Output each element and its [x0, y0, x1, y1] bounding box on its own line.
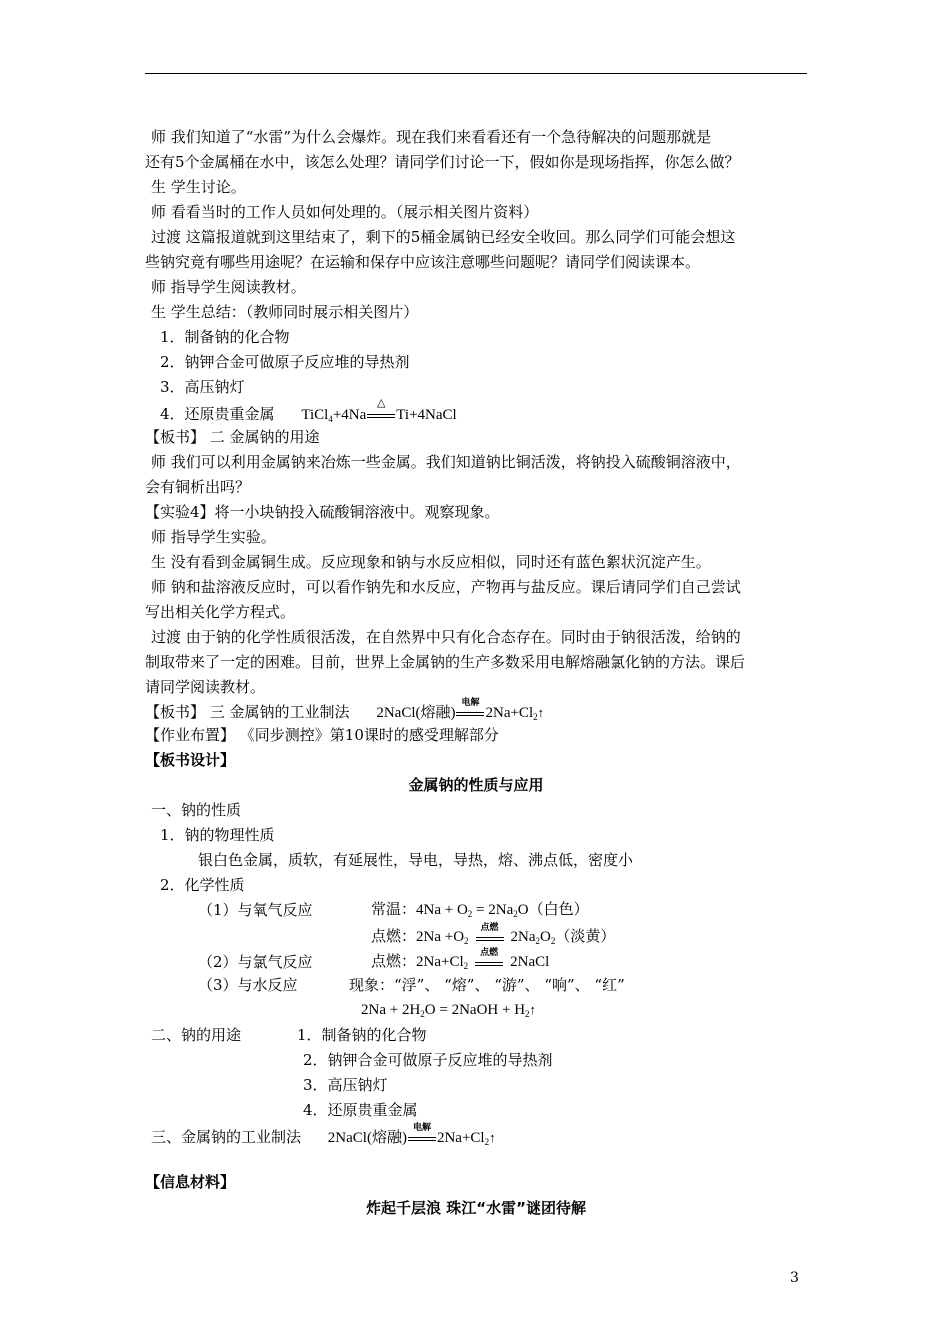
outline-text: 现象：“浮”、 “熔”、 “游”、 “响”、 “红”: [349, 976, 625, 994]
paragraph-line: 师 我们知道了“水雷”为什么会爆炸。现在我们来看看还有一个急待解决的问题那就是: [151, 128, 712, 146]
list-item: 1．制备钠的化合物: [160, 328, 290, 346]
equation: TiCl$_4$+4Na △ Ti+4NaCl: [301, 396, 457, 424]
outline-item: 二、钠的用途: [151, 1026, 242, 1044]
outline-item: 1．制备钠的化合物: [297, 1026, 427, 1044]
paragraph-line: 过渡 这篇报道就到这里结束了，剩下的5桶金属钠已经安全收回。那么同学们可能会想这: [151, 228, 736, 246]
outline-item: 三、金属钠的工业制法 2NaCl(熔融) 电解 $2Na+Cl_2↑$: [151, 1123, 496, 1147]
equation: 常温：$4Na + O_2 = 2Na_2O$（白色）: [371, 902, 589, 919]
electrolysis-condition: 电解: [455, 702, 485, 722]
gas-arrow-icon: ↑: [489, 1130, 496, 1145]
paragraph-line: 还有5个金属桶在水中，该怎么处理？请同学们讨论一下，假如你是现场指挥，你怎么做？: [145, 153, 740, 171]
equation: 2NaCl(熔融) 电解 $2Na+Cl_2↑$: [327, 1123, 496, 1147]
homework-note: 【作业布置】 《同步测控》第10课时的感受理解部分: [145, 726, 499, 744]
article-title: 炸起千层浪 珠江“水雷”谜团待解: [366, 1199, 586, 1217]
experiment-note: 【实验4】将一小块钠投入硫酸铜溶液中。观察现象。: [145, 503, 500, 521]
outline-item: （3）与水反应: [198, 976, 298, 994]
board-note: 【板书】 三 金属钠的工业制法 2NaCl(熔融) 电解 $2Na+Cl_2↑$: [145, 698, 545, 722]
equation: 点燃：$2Na+Cl_2$ 点燃 2NaCl: [371, 948, 550, 971]
paragraph-line: 师 我们可以利用金属钠来冶炼一些金属。我们知道钠比铜活泼，将钠投入硫酸铜溶液中，: [151, 453, 741, 471]
outline-item: 4．还原贵重金属: [303, 1101, 418, 1119]
board-title: 金属钠的性质与应用: [408, 776, 544, 794]
gas-arrow-icon: ↑: [529, 1002, 537, 1017]
outline-item: （2）与氯气反应: [198, 953, 313, 971]
gas-arrow-icon: ↑: [537, 705, 545, 720]
list-item: 2．钠钾合金可做原子反应堆的导热剂: [160, 353, 410, 371]
board-note: 【板书】 二 金属钠的用途: [145, 428, 320, 446]
ignite-condition: 点燃: [475, 927, 505, 947]
outline-item: 1．钠的物理性质: [160, 826, 275, 844]
paragraph-line: 些钠究竟有哪些用途呢？在运输和保存中应该注意哪些问题呢？请同学们阅读课本。: [145, 253, 701, 271]
paragraph-line: 会有铜析出吗？: [145, 478, 251, 496]
paragraph-line: 请同学阅读教材。: [145, 678, 266, 696]
outline-item: 3．高压钠灯: [303, 1076, 388, 1094]
paragraph-line: 生 学生总结：（教师同时展示相关图片）: [151, 303, 419, 321]
outline-item: 一、钠的性质: [151, 801, 242, 819]
outline-item: 2．化学性质: [160, 876, 245, 894]
outline-item: 2．钠钾合金可做原子反应堆的导热剂: [303, 1051, 553, 1069]
equation: 点燃：$2Na +O_2$ 点燃 $2Na_2O_2$（淡黄）: [371, 923, 616, 946]
list-item-text: 4．还原贵重金属: [160, 405, 275, 423]
paragraph-line: 生 没有看到金属铜生成。反应现象和钠与水反应相似，同时还有蓝色絮状沉淀产生。: [151, 553, 711, 571]
outline-item: （1）与氧气反应: [198, 901, 313, 919]
section-heading: 【信息材料】: [145, 1173, 236, 1191]
paragraph-line: 制取带来了一定的困难。目前，世界上金属钠的生产多数采用电解熔融氯化钠的方法。课后: [145, 653, 746, 671]
list-item: 3．高压钠灯: [160, 378, 245, 396]
header-rule: [145, 73, 807, 74]
paragraph-line: 写出相关化学方程式。: [145, 603, 296, 621]
paragraph-line: 生 学生讨论。: [151, 178, 246, 196]
paragraph-line: 师 指导学生阅读教材。: [151, 278, 306, 296]
ignite-condition: 点燃: [474, 952, 504, 972]
paragraph-line: 师 钠和盐溶液反应时，可以看作钠先和水反应，产物再与盐反应。课后请同学们自己尝试: [151, 578, 741, 596]
paragraph-line: 师 看看当时的工作人员如何处理的。（展示相关图片资料）: [151, 203, 539, 221]
heat-condition: △: [366, 404, 396, 424]
list-item: [160, 396, 457, 425]
equation: 2NaCl(熔融) 电解 $2Na+Cl_2↑$: [376, 698, 545, 722]
paragraph-line: 师 指导学生实验。: [151, 528, 276, 546]
electrolysis-condition: 电解: [407, 1127, 437, 1147]
equation: $2Na + 2H_2O$ = 2NaOH + $H_2↑$: [361, 1002, 537, 1019]
page-number: 3: [790, 1270, 799, 1286]
section-heading: 【板书设计】: [145, 751, 236, 769]
paragraph-line: 过渡 由于钠的化学性质很活泼，在自然界中只有化合态存在。同时由于钠很活泼，给钠的: [151, 628, 741, 646]
outline-text: 银白色金属，质软，有延展性，导电，导热，熔、沸点低，密度小: [198, 851, 634, 869]
